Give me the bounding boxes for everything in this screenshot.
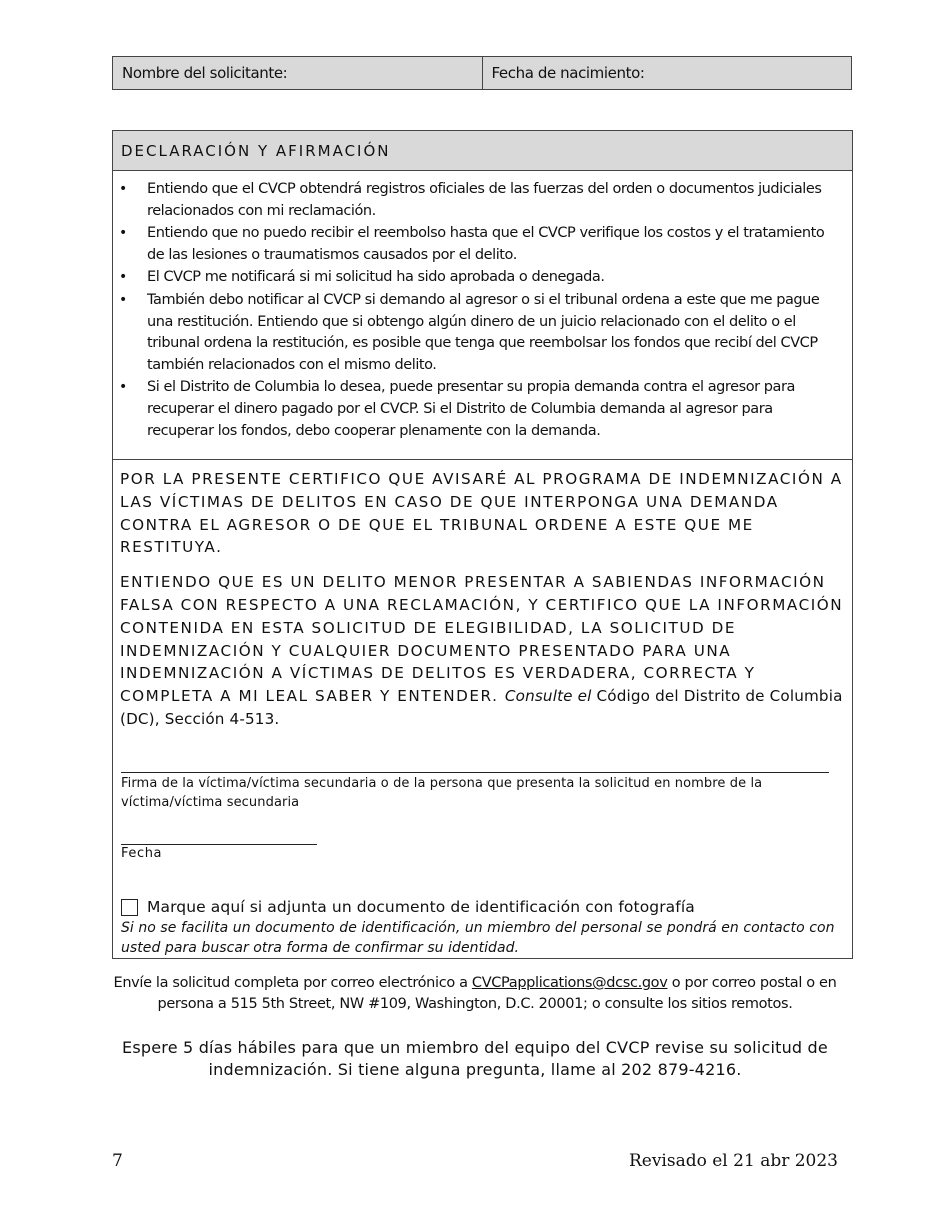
- wait-notice: Espere 5 días hábiles para que un miembro del equipo del CVCP revise su solicitud de indemnización. Si tiene alguna pregunta, llame al 202 879-4216.: [122, 1038, 828, 1079]
- list-item: • También debo notificar al CVCP si demando al agresor o si el tribunal ordena a este que me pague una restitución. Entiendo que si obtengo algún dinero de un juicio relacionado con el delito o el tribunal ordena la restitución, es posible que tenga que reembolsar los fondos que recibí del CVCP también relacionados con el mismo delito.: [147, 290, 842, 376]
- submission-instructions: [112, 973, 838, 1015]
- declaration-bullet-list: [113, 171, 852, 460]
- declaration-section: [112, 130, 853, 959]
- signature-field[interactable]: [121, 772, 829, 773]
- section-title: DECLARACIÓN Y AFIRMACIÓN: [113, 131, 852, 171]
- applicant-name-label: Nombre del solicitante:: [122, 64, 288, 82]
- list-item: • Si el Distrito de Columbia lo desea, puede presentar su propia demanda contra el agresor para recuperar el dinero pagado por el CVCP. Si el Distrito de Columbia demanda al agresor para recuperar los fondos, debo cooperar plenamente con la demanda.: [147, 377, 842, 442]
- photo-id-check-row: [121, 898, 695, 916]
- certification-truth-text: ENTIENDO QUE ES UN DELITO MENOR PRESENTAR A SABIENDAS INFORMACIÓN FALSA CON RESPECTO A UNA RECLAMACIÓN, Y CERTIFICO QUE LA INFORMACIÓN CONTENIDA EN ESTA SOLICITUD DE ELEGIBILIDAD, LA SOLICITUD DE INDEMNIZACIÓN Y CUALQUIER DOCUMENTO PRESENTADO PARA UNA INDEMNIZACIÓN A VÍCTIMAS DE DELITOS ES VERDADERA, CORRECTA Y COMPLETA A MI LEAL SABER Y ENTENDER.: [120, 573, 844, 706]
- list-item: • Entiendo que no puedo recibir el reembolso hasta que el CVCP verifique los costos y el tratamiento de las lesiones o traumatismos causados por el delito.: [147, 223, 842, 266]
- signature-caption: Firma de la víctima/víctima secundaria o de la persona que presenta la solicitud en nombre de la víctima/víctima secundaria: [121, 776, 763, 810]
- certification-truth: [113, 559, 852, 731]
- page-number: 7: [112, 1151, 123, 1171]
- photo-id-note: Si no se facilita un documento de identificación, un miembro del personal se pondrá en contacto con usted para buscar otra forma de confirmar su identidad.: [121, 920, 835, 956]
- list-item: • El CVCP me notificará si mi solicitud ha sido aprobada o denegada.: [147, 267, 842, 289]
- dc-code-reference: Código del Distrito de Columbia (DC), Sección 4-513.: [120, 687, 843, 728]
- birth-date-label: Fecha de nacimiento:: [491, 64, 645, 82]
- applicant-header-table: [112, 56, 852, 90]
- revision-date: Revisado el 21 abr 2023: [628, 1151, 838, 1171]
- send-suffix: o por correo postal o en persona a 515 5th Street, NW #109, Washington, D.C. 20001; o consulte los sitios remotos.: [157, 975, 837, 1012]
- certification-notify: POR LA PRESENTE CERTIFICO QUE AVISARÉ AL PROGRAMA DE INDEMNIZACIÓN A LAS VÍCTIMAS DE DELITOS EN CASO DE QUE INTERPONGA UNA DEMANDA CONTRA EL AGRESOR O DE QUE EL TRIBUNAL ORDENE A ESTE QUE ME RESTITUYA.: [120, 470, 843, 557]
- date-caption: Fecha: [121, 846, 163, 861]
- applicant-name-field[interactable]: [113, 57, 482, 89]
- send-prefix: Envíe la solicitud completa por correo electrónico a: [113, 975, 468, 991]
- birth-date-field[interactable]: [482, 57, 852, 89]
- list-item: • Entiendo que el CVCP obtendrá registros oficiales de las fuerzas del orden o documentos judiciales relacionados con mi reclamación.: [147, 179, 842, 222]
- photo-id-checkbox-label: Marque aquí si adjunta un documento de identificación con fotografía: [147, 898, 695, 916]
- photo-id-checkbox[interactable]: [121, 899, 138, 916]
- email-link[interactable]: CVCPapplications@dcsc.gov: [471, 975, 668, 991]
- date-field[interactable]: [121, 844, 317, 845]
- consult-text: Consulte el: [504, 687, 592, 706]
